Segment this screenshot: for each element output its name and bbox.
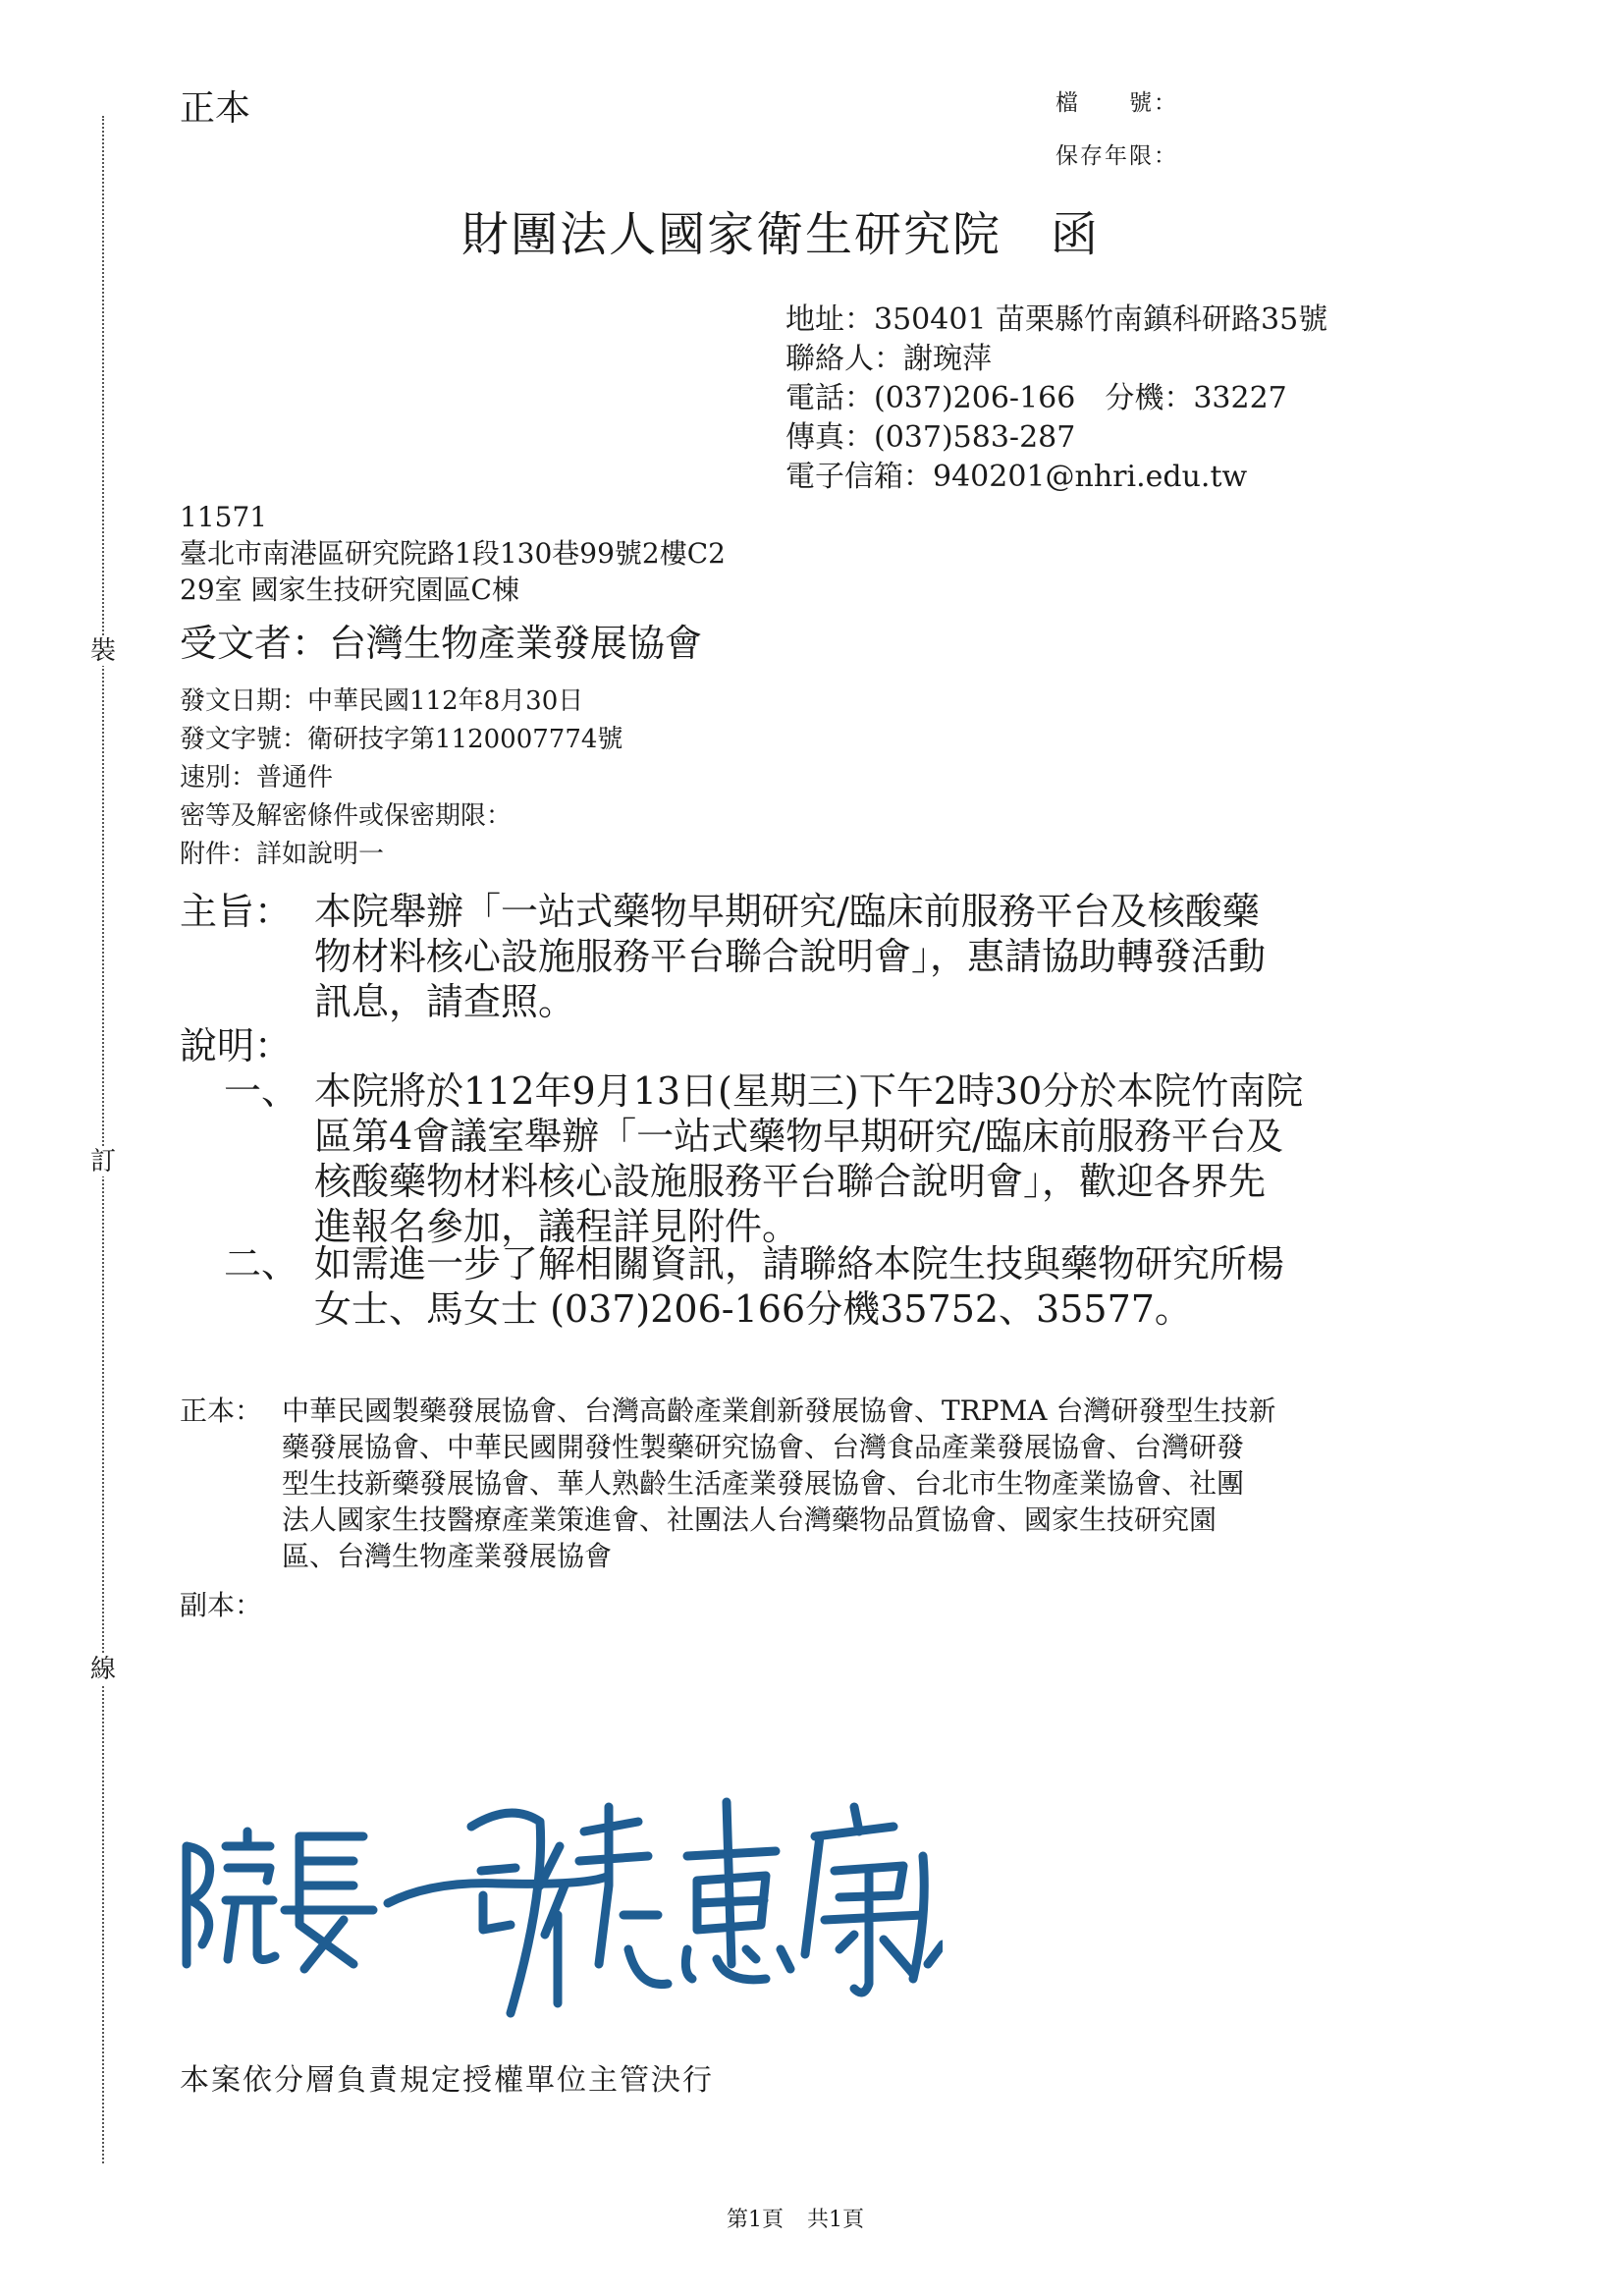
- retention-period-label: 保存年限：: [1055, 143, 1178, 169]
- explanation-line: 核酸藥物材料核心設施服務平台聯合說明會」，歡迎各界先: [314, 1160, 1267, 1203]
- document-type: 函: [1051, 207, 1101, 262]
- recipient-address-line-1: 臺北市南港區研究院路1段130巷99號2樓C2: [180, 537, 726, 570]
- main-recipients-line: 中華民國製藥發展協會、台灣高齡產業創新發展協會、TRPMA 台灣研發型生技新: [282, 1394, 1276, 1427]
- authorization-note: 本案依分層負責規定授權單位主管決行: [180, 2063, 714, 2098]
- director-signature: [177, 1777, 943, 2043]
- recipient-postal-code: 11571: [180, 501, 268, 533]
- file-number-label: 檔 號：: [1055, 90, 1178, 116]
- explanation-line: 區第4會議室舉辦「一站式藥物早期研究/臨床前服務平台及: [314, 1115, 1283, 1158]
- subject-text: [314, 889, 1266, 1024]
- explanation-line: 本院將於112年9月13日(星期三)下午2時30分於本院竹南院: [314, 1069, 1304, 1113]
- explanation-item-1: [314, 1068, 1303, 1249]
- binding-line: [102, 116, 104, 2163]
- main-recipients-line: 區、台灣生物產業發展協會: [282, 1540, 613, 1572]
- explanation-item-1-number: 一、: [224, 1069, 299, 1113]
- main-recipients-line: 型生技新藥發展協會、華人熟齡生活產業發展協會、台北市生物產業協會、社團: [282, 1467, 1245, 1500]
- subject-line: 本院舉辦「一站式藥物早期研究/臨床前服務平台及核酸藥: [314, 890, 1260, 933]
- org-name: 財團法人國家衛生研究院: [461, 207, 1002, 262]
- explanation-label: 說明：: [180, 1024, 293, 1067]
- security-level: 密等及解密條件或保密期限：: [180, 801, 513, 831]
- explanation-line: 進報名參加，議程詳見附件。: [314, 1205, 800, 1248]
- document-info: [180, 683, 622, 874]
- explanation-line: 如需進一步了解相關資訊，請聯絡本院生技與藥物研究所楊: [314, 1242, 1285, 1285]
- main-recipients: [282, 1393, 1275, 1574]
- contact-fax: 傳真：(037)583-287: [785, 420, 1076, 455]
- main-recipients-line: 藥發展協會、中華民國開發性製藥研究協會、台灣食品產業發展協會、台灣研發: [282, 1431, 1245, 1463]
- signature-name: 司徒惠康: [471, 2023, 475, 2024]
- contact-email: 電子信箱：940201@nhri.edu.tw: [785, 460, 1248, 494]
- main-recipients-label: 正本：: [180, 1394, 263, 1427]
- recipient: 受文者：台灣生物產業發展協會: [180, 622, 703, 665]
- recipient-address: [180, 499, 726, 608]
- sender-address: 地址：350401 苗栗縣竹南鎮科研路35號: [785, 302, 1328, 337]
- binding-mark-xian: 線: [90, 1655, 117, 1684]
- document-number: 發文字號：衛研技字第1120007774號: [180, 725, 623, 754]
- subject-line: 訊息，請查照。: [314, 980, 576, 1023]
- contact-phone: 電話：(037)206-166 分機：33227: [785, 381, 1287, 415]
- copy-recipients-label: 副本：: [180, 1589, 263, 1621]
- explanation-item-2-number: 二、: [224, 1242, 299, 1285]
- explanation-line: 女士、馬女士 (037)206-166分機35752、35577。: [314, 1287, 1192, 1331]
- copy-mark: 正本: [180, 88, 251, 129]
- binding-mark-ding: 訂: [90, 1147, 117, 1176]
- issue-date: 發文日期：中華民國112年8月30日: [180, 686, 584, 716]
- subject-line: 物材料核心設施服務平台聯合說明會」，惠請協助轉發活動: [314, 935, 1267, 978]
- page-footer: [727, 2203, 864, 2233]
- binding-mark-zhuang: 裝: [90, 636, 117, 666]
- page-number: 第1頁: [727, 2208, 784, 2232]
- contact-block: [785, 301, 1327, 497]
- document-title: [461, 196, 1100, 264]
- attachment-info: 附件：詳如說明一: [180, 840, 385, 869]
- delivery-speed: 速別：普通件: [180, 763, 334, 793]
- explanation-item-2: [314, 1241, 1284, 1332]
- main-recipients-line: 法人國家生技醫療產業策進會、社團法人台灣藥物品質協會、國家生技研究園: [282, 1503, 1217, 1536]
- subject-label: 主旨：: [180, 890, 293, 933]
- signature-title: 院長: [187, 2023, 189, 2024]
- recipient-address-line-2: 29室 國家生技研究園區C棟: [180, 574, 519, 606]
- contact-person: 聯絡人：謝琬萍: [785, 342, 992, 376]
- page-total: 共1頁: [807, 2208, 864, 2232]
